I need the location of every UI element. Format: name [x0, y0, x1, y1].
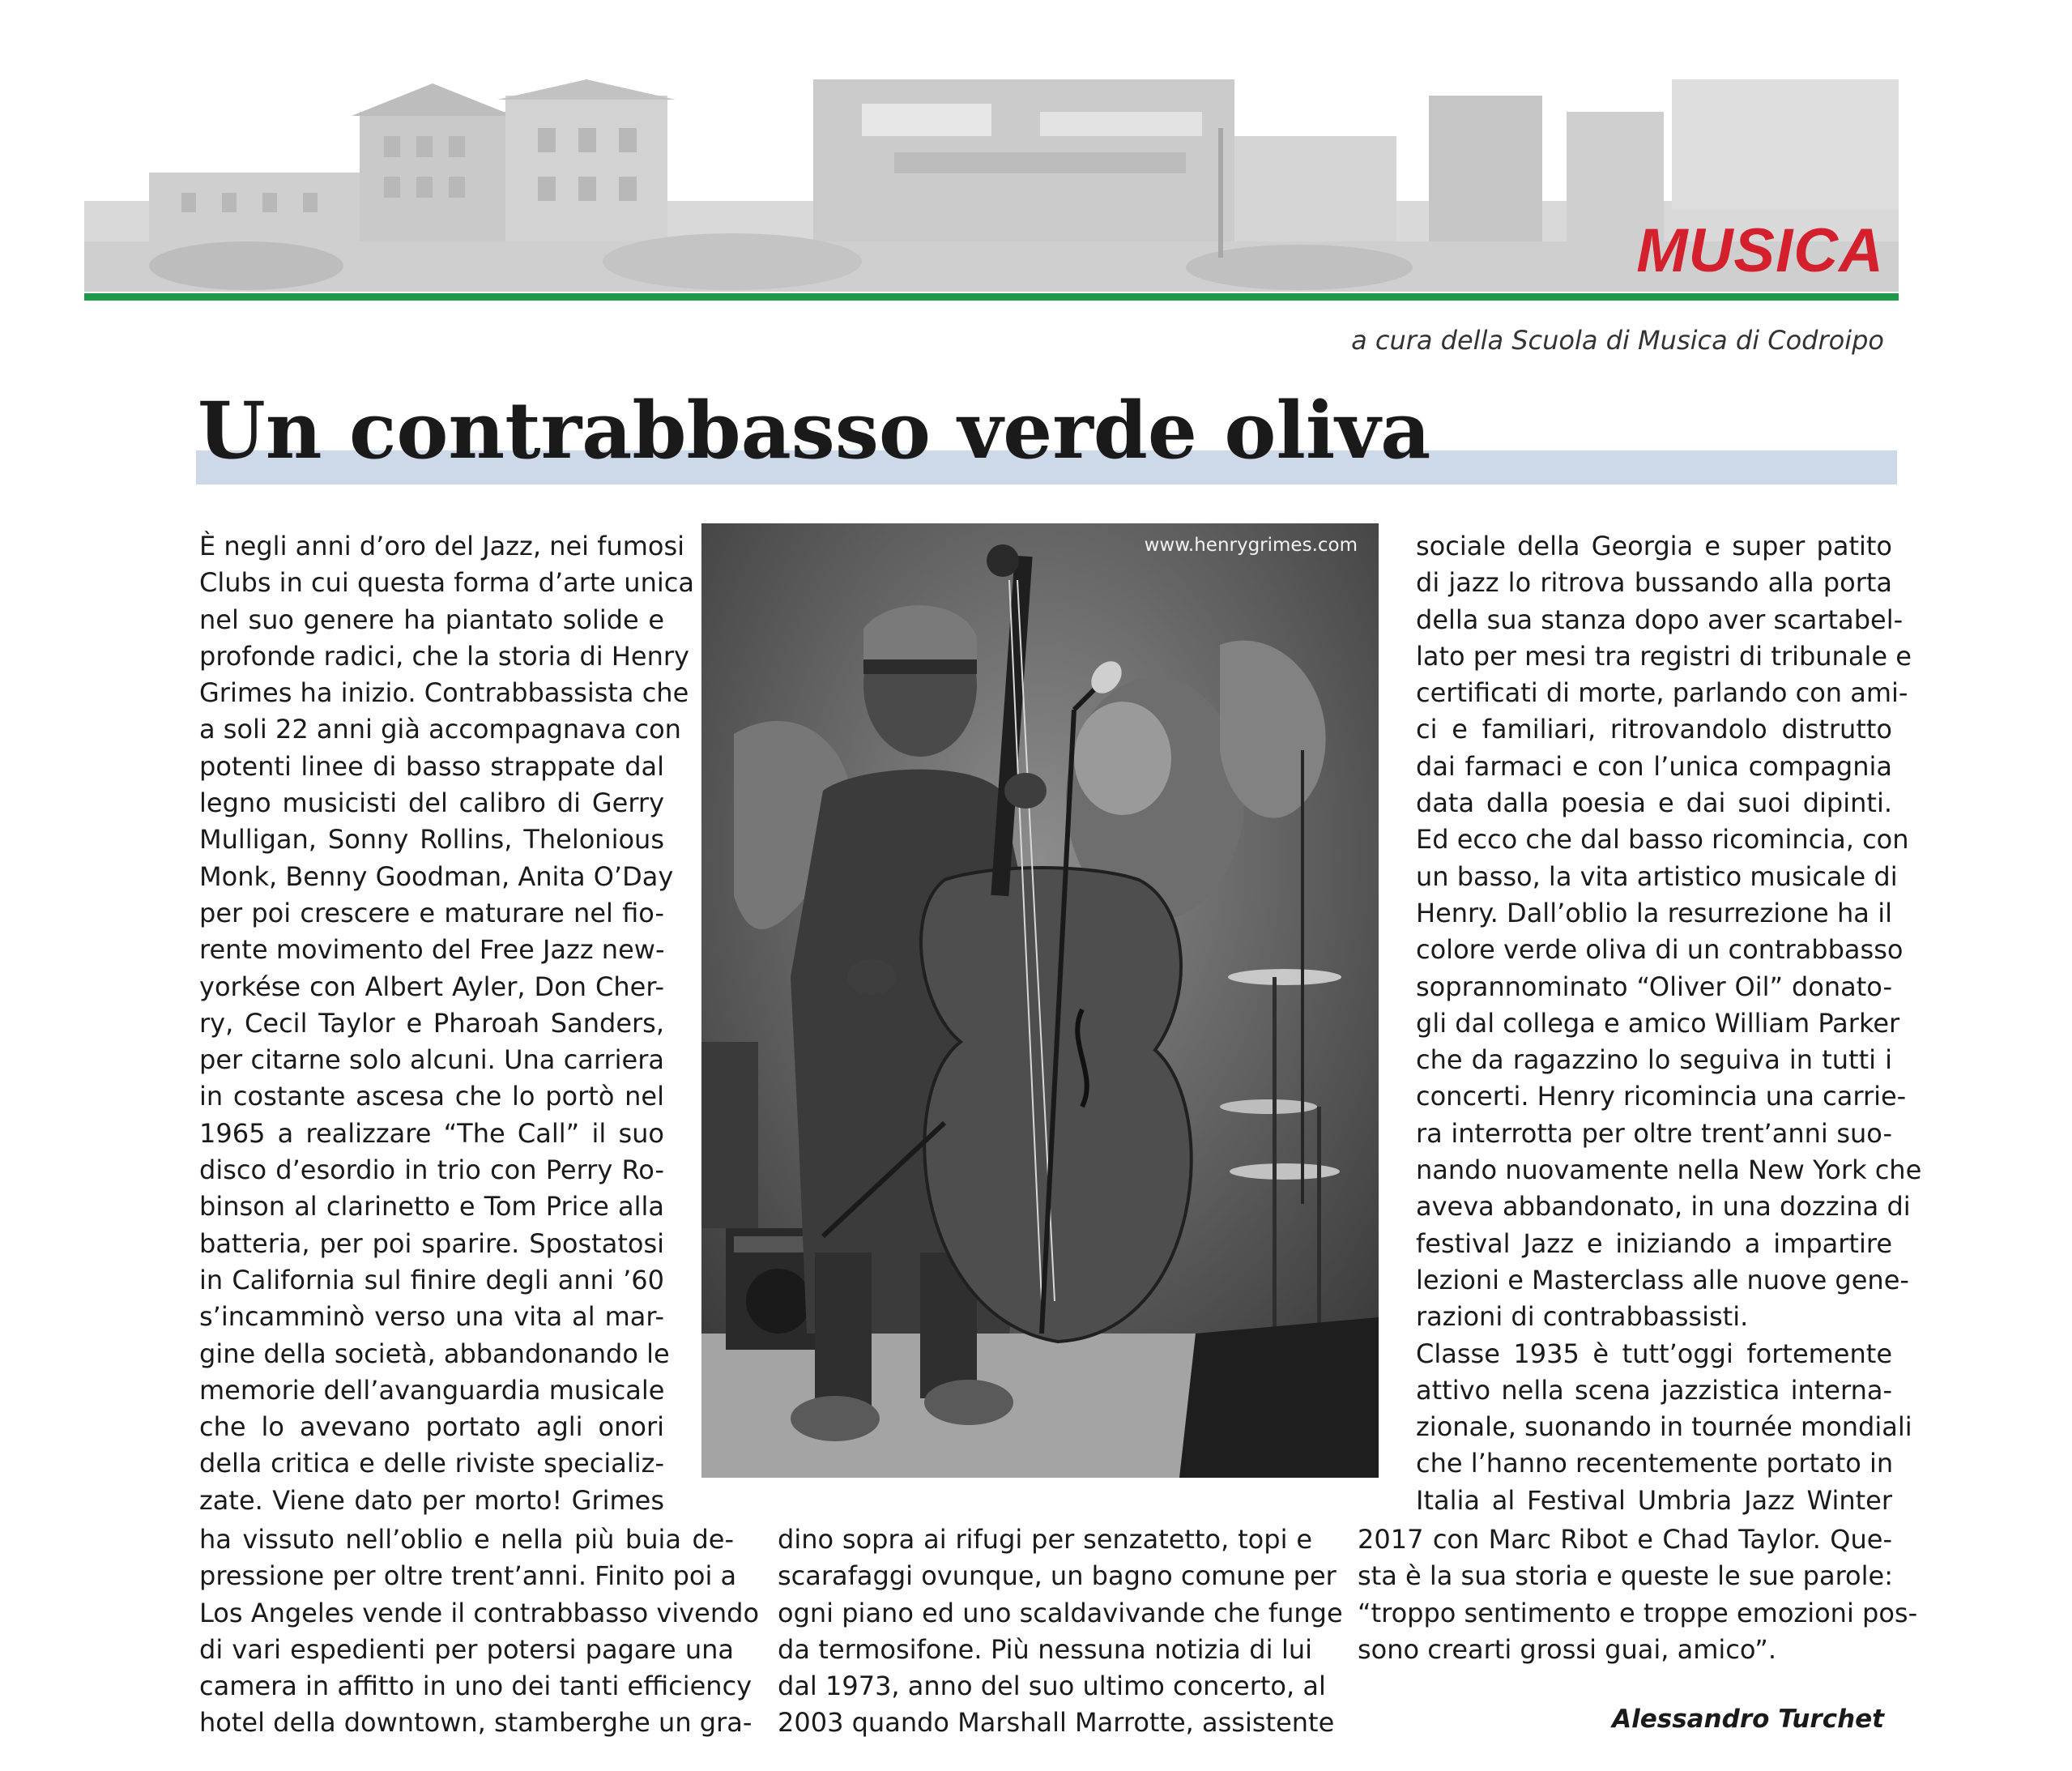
article-photo — [701, 523, 1379, 1478]
text-line: zate. Viene dato per morto! Grimes — [199, 1484, 664, 1516]
text-line: camera in affitto in uno dei tanti efficiency — [199, 1671, 752, 1702]
section-title: MUSICA — [1636, 216, 1884, 285]
text-line: data dalla poesia e dai suoi dipinti. — [1416, 787, 1892, 819]
text-line: che lo avevano portato agli onori — [199, 1411, 664, 1443]
text-line: Monk, Benny Goodman, Anita O’Day — [199, 860, 674, 892]
text-line: per poi crescere e maturare nel fio- — [199, 897, 664, 928]
article-column-1-bottom — [199, 1521, 760, 1742]
text-line: Los Angeles vende il contrabbasso vivendo — [199, 1597, 760, 1628]
text-line: profonde radici, che la storia di Henry — [199, 640, 689, 672]
text-line: concerti. Henry ricomincia una carrie- — [1416, 1081, 1907, 1112]
text-line: batteria, per poi sparire. Spostatosi — [199, 1227, 664, 1259]
article-column-3-bottom — [1358, 1521, 1918, 1668]
article-column-1 — [199, 528, 694, 1519]
photo-credit: www.henrygrimes.com — [1144, 535, 1358, 556]
article-column-3 — [1416, 528, 1922, 1519]
section-curator: a cura della Scuola di Musica di Codroipo — [1351, 325, 1884, 356]
text-line: memorie dell’avanguardia musicale — [199, 1374, 665, 1406]
text-line: lato per mesi tra registri di tribunale e — [1416, 640, 1912, 672]
text-line: della sua stanza dopo aver scartabel- — [1416, 604, 1904, 635]
text-line: Ed ecco che dal basso ricomincia, con — [1416, 824, 1909, 856]
text-line: ry, Cecil Taylor e Pharoah Sanders, — [199, 1007, 664, 1039]
article-column-2-bottom — [778, 1521, 1343, 1742]
text-line: Clubs in cui questa forma d’arte unica — [199, 567, 694, 599]
text-line: zionale, suonando in tournée mondiali — [1416, 1411, 1912, 1443]
text-line: un basso, la vita artistico musicale di — [1416, 860, 1898, 892]
text-line: Grimes ha inizio. Contrabbassista che — [199, 677, 689, 709]
text-line: ra interrotta per oltre trent’anni suo- — [1416, 1117, 1892, 1149]
text-line: dino sopra ai rifugi per senzatetto, topi e — [778, 1524, 1312, 1555]
text-line: 1965 a realizzare “The Call” il suo — [199, 1117, 664, 1149]
text-line: sono crearti grossi guai, amico”. — [1358, 1633, 1777, 1665]
text-line: in California sul finire degli anni ’60 — [199, 1264, 664, 1295]
text-line: hotel della downtown, stamberghe un gra- — [199, 1707, 752, 1739]
text-line: lezioni e Masterclass alle nuove gene- — [1416, 1264, 1909, 1295]
text-line: gine della società, abbandonando le — [199, 1338, 670, 1369]
text-line: s’incamminò verso una vita al mar- — [199, 1301, 664, 1333]
header-skyline-image — [84, 79, 1899, 292]
text-line: di vari espedienti per potersi pagare una — [199, 1633, 734, 1665]
text-line: della critica e delle riviste specializ- — [199, 1448, 664, 1479]
text-line: soprannominato “Oliver Oil” donato- — [1416, 971, 1892, 1002]
text-line: di jazz lo ritrova bussando alla porta — [1416, 567, 1892, 599]
article-headline: Un contrabbasso verde oliva — [198, 385, 1431, 476]
text-line: yorkése con Albert Ayler, Don Cher- — [199, 971, 664, 1002]
text-line: certificati di morte, parlando con ami- — [1416, 677, 1908, 709]
text-line: 2017 con Marc Ribot e Chad Taylor. Que- — [1358, 1524, 1892, 1555]
text-line: Henry. Dall’oblio la resurrezione ha il — [1416, 897, 1892, 928]
text-line: È negli anni d’oro del Jazz, nei fumosi — [199, 531, 685, 561]
text-line: in costante ascesa che lo portò nel — [199, 1081, 664, 1112]
text-line: rente movimento del Free Jazz new- — [199, 934, 665, 966]
text-line: ci e familiari, ritrovandolo distrutto — [1416, 714, 1892, 745]
text-line: festival Jazz e iniziando a impartire — [1416, 1227, 1892, 1259]
text-line: dai farmaci e con l’unica compagnia — [1416, 750, 1892, 782]
text-line: scarafaggi ovunque, un bagno comune per — [778, 1560, 1337, 1592]
text-line: razioni di contrabbassisti. — [1416, 1301, 1749, 1333]
text-line: ogni piano ed uno scaldavivande che funge — [778, 1597, 1343, 1628]
text-line: nando nuovamente nella New York che — [1416, 1154, 1922, 1186]
text-line: sociale della Georgia e super patito — [1416, 531, 1892, 561]
text-line: 2003 quando Marshall Marrotte, assistente — [778, 1707, 1335, 1739]
text-line: Mulligan, Sonny Rollins, Thelonious — [199, 824, 664, 856]
text-line: binson al clarinetto e Tom Price alla — [199, 1191, 664, 1223]
text-line: per citarne solo alcuni. Una carriera — [199, 1044, 664, 1076]
text-line: da termosifone. Più nessuna notizia di lui — [778, 1633, 1312, 1665]
text-line: ha vissuto nell’oblio e nella più buia de- — [199, 1524, 734, 1555]
text-line: disco d’esordio in trio con Perry Ro- — [199, 1154, 664, 1186]
header-green-rule — [84, 293, 1899, 301]
text-line: sta è la sua storia e queste le sue parole: — [1358, 1560, 1893, 1592]
text-line: potenti linee di basso strappate dal — [199, 750, 664, 782]
text-line: a soli 22 anni già accompagnava con — [199, 714, 681, 745]
text-line: attivo nella scena jazzistica interna- — [1416, 1374, 1892, 1406]
text-line: che da ragazzino lo seguiva in tutti i — [1416, 1044, 1892, 1076]
text-line: gli dal collega e amico William Parker — [1416, 1007, 1900, 1039]
text-line: nel suo genere ha piantato solide e — [199, 604, 664, 635]
text-line: che l’hanno recentemente portato in — [1416, 1448, 1894, 1479]
text-line: dal 1973, anno del suo ultimo concerto, al — [778, 1671, 1326, 1702]
text-line: pressione per oltre trent’anni. Finito poi a — [199, 1560, 737, 1592]
text-line: Classe 1935 è tutt’oggi fortemente — [1416, 1338, 1892, 1369]
text-line: aveva abbandonato, in una dozzina di — [1416, 1191, 1911, 1223]
article-author: Alessandro Turchet — [1612, 1705, 1884, 1734]
text-line: legno musicisti del calibro di Gerry — [199, 787, 664, 819]
text-line: colore verde oliva di un contrabbasso — [1416, 934, 1904, 966]
text-line: “troppo sentimento e troppe emozioni pos- — [1358, 1597, 1918, 1628]
text-line: Italia al Festival Umbria Jazz Winter — [1416, 1484, 1892, 1516]
